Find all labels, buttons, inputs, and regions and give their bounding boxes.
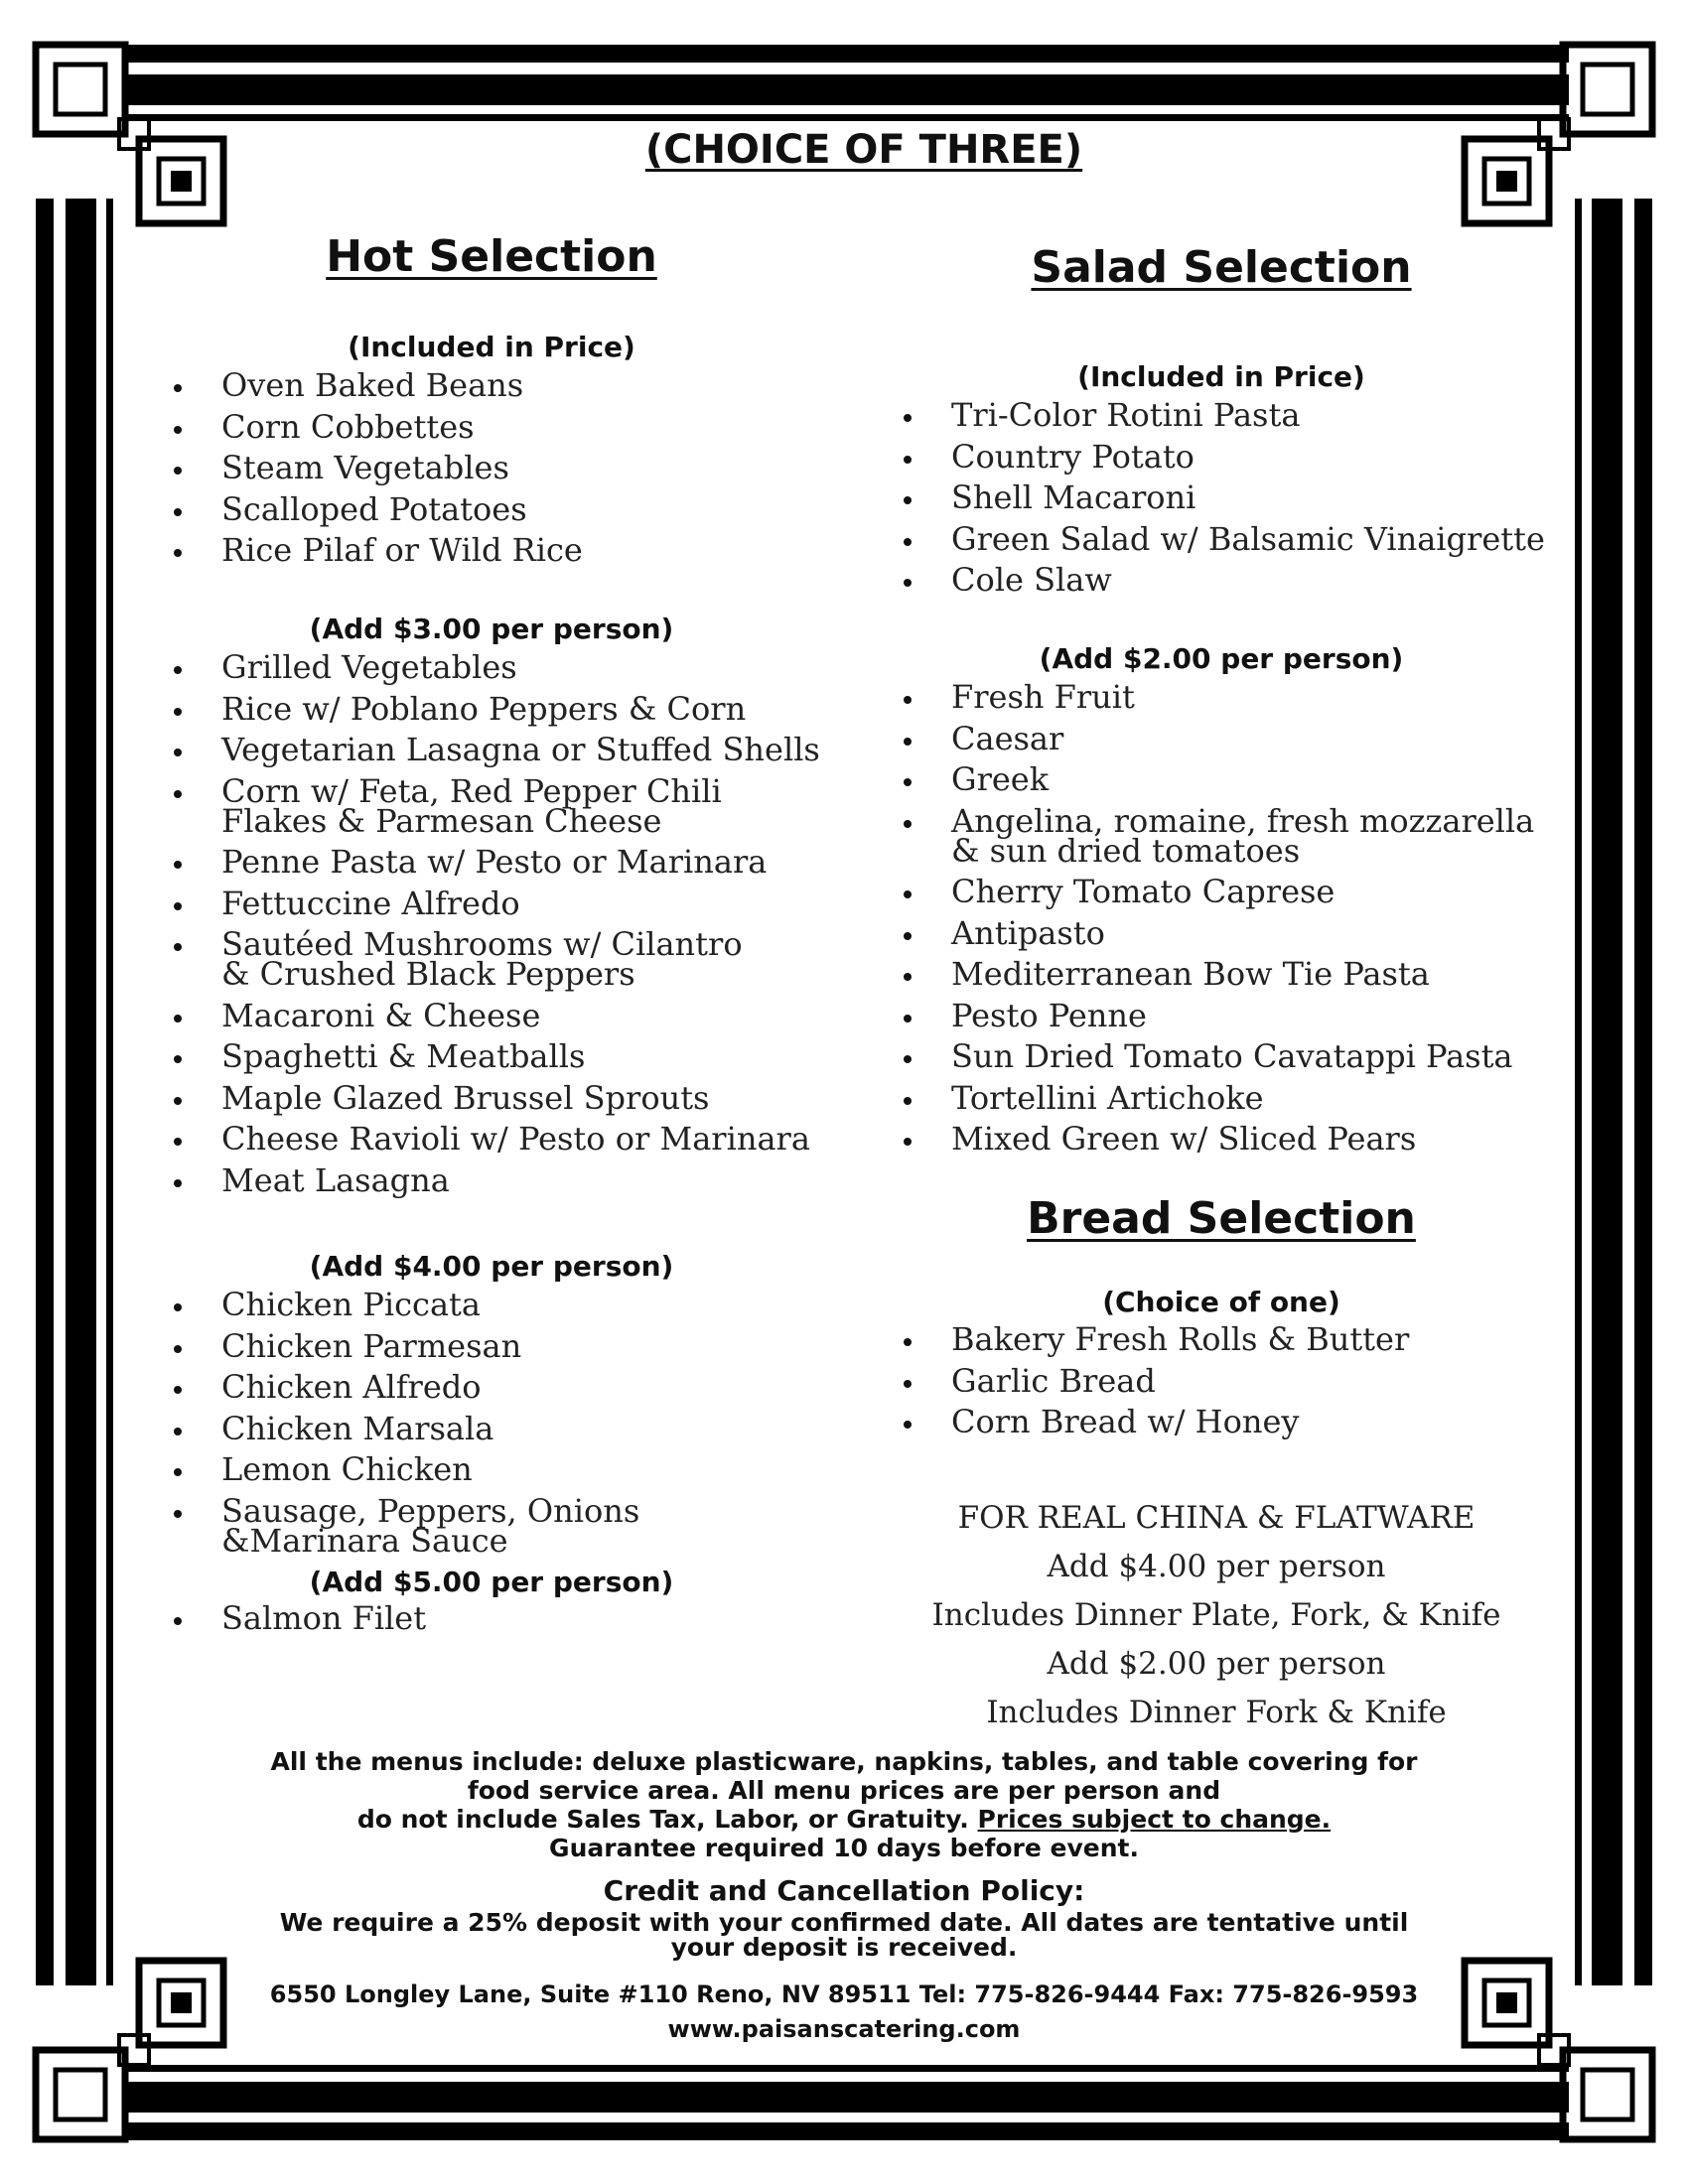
bread-subtitle: (Choice of one) (1102, 1286, 1340, 1318)
list-item: Rice w/ Poblano Peppers & Corn (169, 694, 820, 724)
list-item: Steam Vegetables (169, 453, 583, 482)
list-item: Bakery Fresh Rolls & Butter (899, 1324, 1409, 1354)
list-item: Country Potato (899, 442, 1545, 472)
list-item: Tortellini Artichoke (899, 1083, 1534, 1113)
footer-line: food service area. All menu prices are per person and (467, 1776, 1221, 1805)
china-line: Includes Dinner Plate, Fork, & Knife (931, 1597, 1501, 1633)
list-item: Lemon Chicken (169, 1454, 639, 1484)
list-item: Shell Macaroni (899, 482, 1545, 512)
list-item: Angelina, romaine, fresh mozzarella & sun dried tomatoes (899, 806, 1534, 866)
list-item: Caesar (899, 724, 1534, 753)
list-item: Chicken Piccata (169, 1290, 639, 1319)
list-item: Macaroni & Cheese (169, 1001, 820, 1030)
list-item: Cole Slaw (899, 565, 1545, 595)
policy-line: We require a 25% deposit with your confirmed date. All dates are tentative until (279, 1908, 1409, 1937)
china-line: Add $4.00 per person (1047, 1549, 1386, 1584)
list-item: Mixed Green w/ Sliced Pears (899, 1124, 1534, 1154)
contact-address: 6550 Longley Lane, Suite #110 Reno, NV 89511 Tel: 775-826-9444 Fax: 775-826-9593 (269, 1980, 1419, 2008)
list-item: Scalloped Potatoes (169, 494, 583, 524)
list-item: Sausage, Peppers, Onions &Marinara Sauce (169, 1496, 639, 1556)
hot-add5-list (169, 1599, 427, 1645)
policy-heading: Credit and Cancellation Policy: (603, 1874, 1085, 1907)
hot-add5-subtitle: (Add $5.00 per person) (309, 1566, 674, 1598)
china-line: Includes Dinner Fork & Knife (986, 1695, 1447, 1730)
footer-line: All the menus include: deluxe plasticware, napkins, tables, and table covering for (270, 1747, 1418, 1776)
footer-line (199, 1805, 1489, 1834)
list-item: Chicken Marsala (169, 1414, 639, 1443)
salad-included-list (899, 396, 1545, 607)
page-title: (CHOICE OF THREE) (644, 127, 1083, 173)
footer-text: do not include Sales Tax, Labor, or Gratuity. (356, 1805, 978, 1834)
list-item: Chicken Alfredo (169, 1372, 639, 1402)
hot-add4-subtitle: (Add $4.00 per person) (309, 1250, 674, 1283)
hot-included-subtitle: (Included in Price) (348, 331, 635, 363)
hot-add4-list (169, 1286, 640, 1567)
bread-list (899, 1320, 1410, 1448)
china-line: FOR REAL CHINA & FLATWARE (957, 1500, 1476, 1536)
list-item: Rice Pilaf or Wild Rice (169, 535, 583, 565)
list-item: Penne Pasta w/ Pesto or Marinara (169, 847, 820, 877)
hot-add3-subtitle: (Add $3.00 per person) (309, 613, 674, 645)
list-item: Mediterranean Bow Tie Pasta (899, 959, 1534, 989)
salad-add2-subtitle: (Add $2.00 per person) (1039, 642, 1404, 675)
salad-add2-list (899, 678, 1535, 1165)
hot-included-list (169, 366, 583, 577)
footer-line: Guarantee required 10 days before event. (549, 1834, 1139, 1862)
list-item: Cherry Tomato Caprese (899, 877, 1534, 906)
hot-selection-heading: Hot Selection (326, 231, 657, 282)
list-item: Tri-Color Rotini Pasta (899, 400, 1545, 430)
list-item: Garlic Bread (899, 1366, 1409, 1396)
list-item: Fettuccine Alfredo (169, 888, 820, 918)
list-item: Meat Lasagna (169, 1165, 820, 1195)
footer (199, 1747, 1489, 2046)
list-item: Pesto Penne (899, 1001, 1534, 1030)
policy-line: your deposit is received. (670, 1933, 1018, 1962)
hot-add3-list (169, 648, 820, 1206)
list-item: Oven Baked Beans (169, 370, 583, 400)
list-item: Corn w/ Feta, Red Pepper Chili Flakes & Parmesan Cheese (169, 776, 820, 836)
list-item: Chicken Parmesan (169, 1331, 639, 1361)
list-item: Grilled Vegetables (169, 652, 820, 682)
list-item: Fresh Fruit (899, 682, 1534, 712)
salad-selection-heading: Salad Selection (1031, 242, 1412, 293)
list-item: Corn Cobbettes (169, 412, 583, 442)
list-item: Sautéed Mushrooms w/ Cilantro & Crushed Black Peppers (169, 929, 820, 989)
list-item: Greek (899, 764, 1534, 794)
salad-included-subtitle: (Included in Price) (1077, 360, 1365, 393)
list-item: Vegetarian Lasagna or Stuffed Shells (169, 735, 820, 764)
price-change-note: Prices subject to change. (977, 1805, 1332, 1834)
list-item: Green Salad w/ Balsamic Vinaigrette (899, 524, 1545, 554)
list-item: Salmon Filet (169, 1603, 426, 1633)
list-item: Sun Dried Tomato Cavatappi Pasta (899, 1041, 1534, 1071)
list-item: Corn Bread w/ Honey (899, 1407, 1409, 1436)
list-item: Spaghetti & Meatballs (169, 1041, 820, 1071)
china-line: Add $2.00 per person (1047, 1646, 1386, 1682)
bread-selection-heading: Bread Selection (1027, 1193, 1416, 1244)
list-item: Cheese Ravioli w/ Pesto or Marinara (169, 1124, 820, 1154)
list-item: Antipasto (899, 918, 1534, 948)
china-flatware-block (894, 1494, 1539, 1737)
website-link[interactable]: www.paisanscatering.com (667, 2015, 1021, 2043)
list-item: Maple Glazed Brussel Sprouts (169, 1083, 820, 1113)
